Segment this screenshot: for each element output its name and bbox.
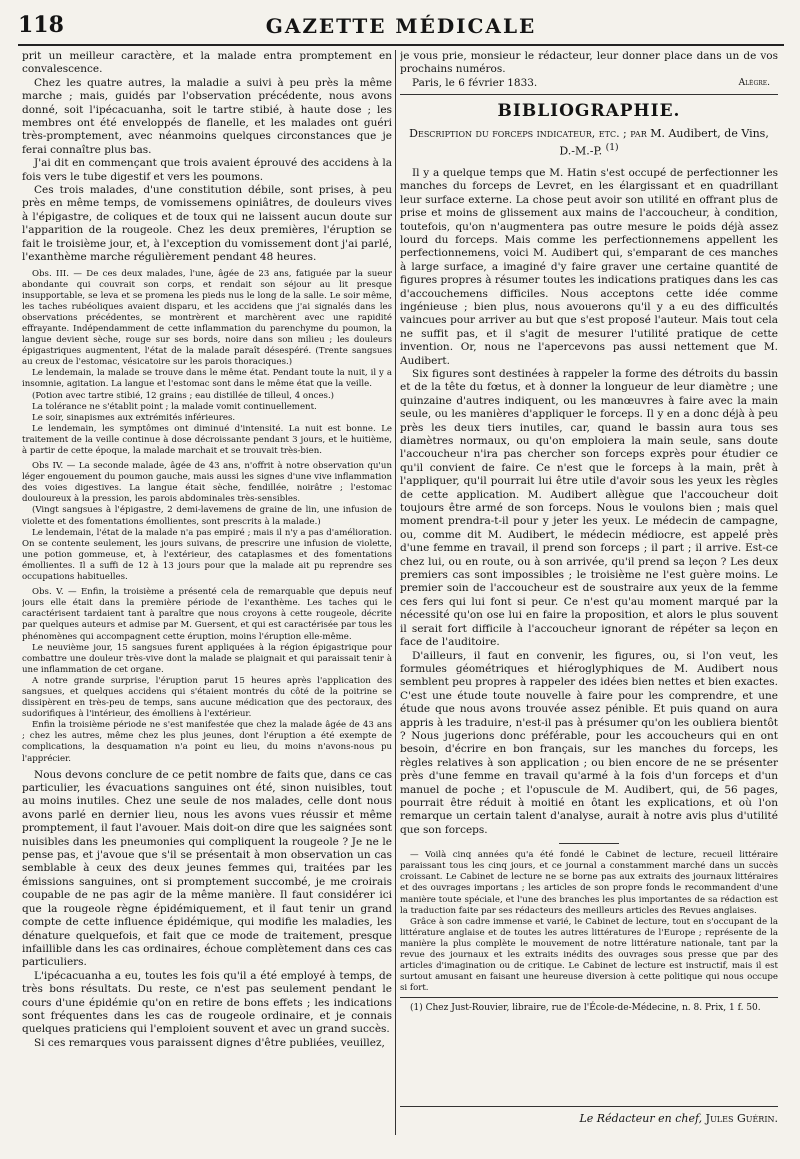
gazette-title: GAZETTE MÉDICALE	[265, 14, 537, 38]
review-paragraph: Il y a quelque temps que M. Hatin s'est occupé de perfectionner les manches du forceps de Levret, en les élargissant et en quadrillant leur surface externe. La chose peut avoir son utilité en offrant plus de prise et moins de glissement aux mains de l'accoucheur, à condition, toutefois, qu'on n'augmentera pas outre mesure le poids déjà assez lourd du forceps. Mais comme les perfectionnemens appellent les perfectionnemens, voici M. Audibert qui, s'emparant de ces manches à large surface, a imaginé d'y faire graver une certaine quantité de figures propres à résumer toutes les indications pratiques dans les cas d'accouchemens difficiles. Nous acceptons cette idée comme ingénieuse ; bien plus, nous avouerons qu'il y a eu des difficultés vaincues pour arriver au but que s'est proposé l'auteur. Mais tout cela ne suffit pas, et il s'agit de mesurer l'utilité pratique de cette invention. Or, nous ne l'apercevons pas aussi nettement que M. Audibert.	[400, 166, 778, 367]
paragraph: Chez les quatre autres, la maladie a suivi à peu près la même marche ; mais, guidés par l'observation précédente, nous avons donné, soit l'ipécacuanha, soit le tartre stibié, à haute dose ; les membres ont été enveloppés de flanelle, et les malades ont guéri très-promptement, avec néanmoins quelques circonstances que je ferai connaître plus bas.	[22, 76, 392, 156]
letter-signoff	[400, 77, 778, 90]
paragraph: Le lendemain, l'état de la malade n'a pas empiré ; mais il n'y a pas d'amélioration. On se contente seulement, les jours suivans, de prescrire une infusion de violette, une potion gommeuse, et, à l'extérieur, des cataplasmes et des fomentations émollientes. Il a suffi de 12 à 13 jours pour que la malade ait pu reprendre ses occupations habituelles.	[22, 527, 392, 583]
header-rule	[18, 44, 784, 46]
signature-rule	[400, 1106, 778, 1107]
place-date: Paris, le 6 février 1833.	[412, 76, 538, 89]
paragraph: La tolérance ne s'établit point ; la malade vomit continuellement.	[32, 401, 317, 412]
divider	[559, 843, 619, 844]
announcement-paragraph: Grâce à son cadre immense et varié, le Cabinet de lecture, tout en s'occupant de la littérature anglaise et de toutes les autres littératures de l'Europe ; représente de la manière la plus complète le mouvement de notre littérature nationale, tant par la revue des journaux et les extraits inédits des ouvrages sous presse que par des articles d'imagination ou de critique. Le Cabinet de lecture est instructif, mais il est surtout amusant en faisant une heureuse diversion à cette politique qui nous occupe si fort.	[400, 916, 778, 994]
paragraph: Le neuvième jour, 15 sangsues furent appliquées à la région épigastrique pour combattre une douleur très-vive dont la malade se plaignait et qui paraissait tenir à une inflammation de cet organe.	[22, 642, 392, 675]
announcement-paragraph: — Voilà cinq années qu'a été fondé le Cabinet de lecture, recueil littéraire paraissant tous les cinq jours, et ce journal a constamment marché dans un succès croissant. Le Cabinet de lecture ne se borne pas aux extraits des journaux littéraires et des ouvrages importans ; les articles de son propre fonds le recommandent d'une manière toute spéciale, et l'une des branches les plus importantes de sa rédaction est la traduction faite par ses rédacteurs des meilleurs articles des Revues anglaises.	[400, 850, 778, 916]
letter-end: je vous prie, monsieur le rédacteur, leur donner place dans un de vos prochains numéros.	[400, 50, 778, 76]
left-column	[22, 50, 392, 1135]
prescription: (Potion avec tartre stibié, 12 grains ; eau distillée de tilleul, 4 onces.)	[32, 390, 335, 401]
description-prefix: Description du forceps indicateur, etc. ; par	[409, 127, 647, 141]
review-paragraph: D'ailleurs, il faut en convenir, les figures, ou, si l'on veut, les formules géométriques et hiéroglyphiques de M. Audibert nous semblent peu propres à rappeler des idées bien nettes et bien exactes. C'est une étude toute nouvelle à faire pour les comprendre, et une étude que nous avons trouvée assez pénible. Et puis quand on aura appris à les traduire, n'est-il pas à présumer qu'on les oubliera bientôt ? Nous jugerions donc préférable, pour les accoucheurs qui en ont besoin, d'écrire en bon français, sur les manches du forceps, les règles relatives à son application ; ou bien encore de ne se présenter près d'une femme en travail qu'armé à la fois d'un forceps et d'un manuel de poche ; et l'opuscule de M. Audibert, qui, de 56 pages, pourrait être réduit à moitié en ôtant les explications, et où l'on remarque un certain talent d'analyse, aurait à notre avis plus d'utilité que son forceps.	[400, 649, 778, 836]
paragraph: A notre grande surprise, l'éruption parut 15 heures après l'application des sangsues, et quelques accidens qui s'étaient montrés du côté de la poitrine se dissipèrent en très-peu de temps, sans aucune médication que des pectoraux, des sudorifiques à l'intérieur, des émolliens à l'extérieur.	[22, 675, 392, 720]
paragraph: prit un meilleur caractère, et la malade entra promptement en convalescence.	[22, 50, 392, 76]
column-divider	[395, 50, 396, 1135]
prescription: (Vingt sangsues à l'épigastre, 2 demi-lavemens de graine de lin, une infusion de violette et des fomentations émollientes, sont prescrits à la malade.)	[22, 505, 392, 527]
paragraph: L'ipécacuanha a eu, toutes les fois qu'il a été employé à temps, de très bons résultats. Du reste, ce n'est pas seulement pendant le cours d'une épidémie qu'on en retire de bons effets ; les indications sont fréquentes dans les cas de rougeole ordinaire, et je connais quelques praticiens qui l'emploient souvent et avec un grand succès.	[22, 969, 392, 1036]
paragraph: Enfin la troisième période ne s'est manifestée que chez la malade âgée de 43 ans ; chez les autres, même chez les plus jeunes, dont l'éruption a été exempte de complications, la desquamation n'a point eu lieu, du moins n'avons-nous pu l'apprécier.	[22, 720, 392, 764]
section-title: BIBLIOGRAPHIE.	[497, 101, 681, 122]
observation-3: Obs. III. — De ces deux malades, l'une, âgée de 23 ans, fatiguée par la sueur abondante qui couvrait son corps, et rendait son séjour au lit presque insupportable, se leva et se promena les pieds nus le long de la salle. Le soir même, les taches rubéoliques avaient disparu, et les accidens que j'ai signalés dans les observations précédentes, se montrèrent et marchèrent avec une rapidité effrayante. Indépendamment de cette inflammation du parenchyme du poumon, la langue devient sèche, rouge sur ses bords, noire dans son milieu ; les douleurs épigastriques augmentent, l'état de la malade paraît désespéré. (Trente sangsues au creux de l'estomac, vésicatoire sur les parois thoraciques.)	[22, 268, 392, 368]
letter-author: Alègre.	[738, 77, 770, 88]
page-number: 118	[18, 12, 64, 38]
observation-5: Obs. V. — Enfin, la troisième a présenté cela de remarquable que depuis neuf jours elle était dans la première période de l'exanthème. Les taches qui le caractérisent tardaient tant à paraître que nous croyons à cette rougeole, décrite par quelques auteurs et admise par M. Guersent, et qui est caractérisée par tous les phénomènes qui accompagnent cette éruption, moins l'éruption elle-même.	[22, 587, 392, 642]
signature-prefix: Le Rédacteur en chef,	[579, 1112, 703, 1125]
signature-name: Jules Guérin.	[705, 1112, 778, 1125]
paragraph: Le lendemain, les symptômes ont diminué d'intensité. La nuit est bonne. Le traitement de la veille continue à dose décroissante pendant 3 jours, et le huitième, à partir de cette époque, la malade marchait et se trouvait très-bien.	[22, 423, 392, 456]
conclusion-paragraph: Nous devons conclure de ce petit nombre de faits que, dans ce cas particulier, les évacuations sanguines ont été, sinon nuisibles, tout au moins inutiles. Chez une seule de nos malades, celle dont nous avons parlé en dernier lieu, nous les avons vues réussir et même promptement, il faut l'avouer. Mais doit-on dire que les saignées sont nuisibles dans les pneumonies qui compliquent la rougeole ? Je ne le pense pas, et j'avoue que s'il se présentait à mon observation un cas semblable à ceux des deux jeunes femmes qui, traitées par les émissions sanguines, ont si promptement succombé, je me croirais coupable de ne pas agir de la même manière. Il faut considérer ici que la rougeole règne épidémiquement, et il faut tenir un grand compte de cette influence épidémique, qui modifie les maladies, les dénature quelquefois, et fait que ce mode de traitement, presque infaillible dans les cas ordinaires, échoue complètement dans ces cas particuliers.	[22, 768, 392, 969]
footnote-marker: (1)	[605, 142, 619, 154]
book-description	[400, 127, 778, 159]
paragraph: Si ces remarques vous paraissent dignes d'être publiées, veuillez,	[34, 1036, 385, 1049]
description-author: M. Audibert, de Vins, D.-M.-P.	[559, 127, 769, 158]
paragraph: Ces trois malades, d'une constitution débile, sont prises, à peu près en même temps, de vomissemens opiniâtres, de douleurs vives à l'épigastre, de coliques et de toux qui ne laissent aucun doute sur l'apparition de la rougeole. Chez les deux premières, l'éruption se fait le troisième jour, et, à l'exception du vomissement dont j'ai parlé, l'exanthème marche régulièrement pendant 48 heures.	[22, 184, 392, 264]
paragraph: Le soir, sinapismes aux extrémités inférieures.	[32, 412, 236, 423]
page-header	[18, 10, 784, 42]
footnote: (1) Chez Just-Rouvier, libraire, rue de l'École-de-Médecine, n. 8. Prix, 1 f. 50.	[410, 1003, 761, 1014]
section-rule	[400, 94, 778, 95]
paragraph: Le lendemain, la malade se trouve dans le même état. Pendant toute la nuit, il y a insomnie, agitation. La langue et l'estomac sont dans le même état que la veille.	[22, 368, 392, 390]
paragraph: J'ai dit en commençant que trois avaient éprouvé des accidens à la fois vers le tube digestif et vers les poumons.	[22, 157, 392, 183]
right-column	[400, 50, 778, 1135]
observation-4: Obs IV. — La seconde malade, âgée de 43 ans, n'offrit à notre observation qu'un léger engouement du poumon gauche, mais aussi les signes d'une vive inflammation des voies digestives. La langue était sèche, fendillée, noirâtre ; l'estomac douloureux à la pression, les parois abdominales très-sensibles.	[22, 461, 392, 505]
footnote-rule	[400, 997, 778, 998]
review-paragraph: Six figures sont destinées à rappeler la forme des détroits du bassin et de la tête du fœtus, et à donner la longueur de leur diamètre ; une quinzaine d'autres indiquent, ou les manœuvres à faire avec la main seule, ou les manières d'appliquer le forceps. Il y en a donc déjà à peu près les deux tiers inutiles, car, quand le bassin aura tous ses diamètres normaux, ou qu'on emploiera la main seule, sans doute l'accoucheur n'ira pas chercher son forceps exprès pour étudier ce qu'il convient de faire. Ce n'est que le forceps à la main, prêt à l'appliquer, qu'il pourrait lui être utile d'avoir sous les yeux les règles de cette application. M. Audibert allègue que l'accoucheur doit toujours être armé de son forceps. Nous le voulons bien ; mais quel moment prendra-t-il pour y jeter les yeux. Le médecin de campagne, ou, comme dit M. Audibert, le médecin médiocre, est appelé près d'une femme en travail, il prend son forceps ; il part ; il arrive. Est-ce chez lui, ou en route, ou à son arrivée, qu'il prend sa leçon ? Les deux premiers cas sont impossibles ; le troisième ne l'est guère moins. Le premier soin de l'accoucheur est de soustraire aux yeux de la femme ces fers qui lui font si peur. Ce n'est qu'au moment marqué par la nécessité qu'on ose lui en faire la proposition, et alors le plus souvent il serait fort difficile à l'accoucheur ignorant de répéter sa leçon en face de l'auditoire.	[400, 367, 778, 649]
editor-signature	[400, 1112, 778, 1125]
